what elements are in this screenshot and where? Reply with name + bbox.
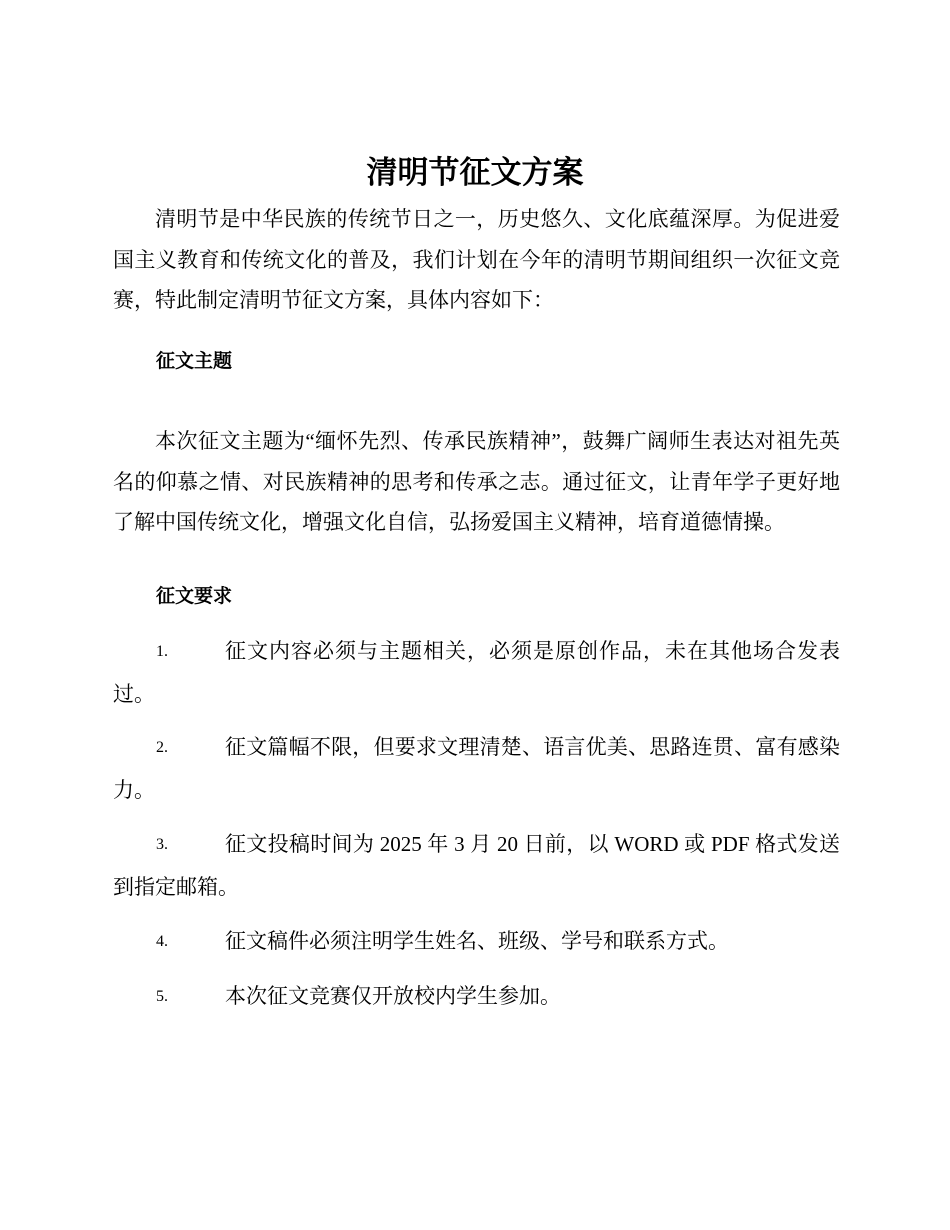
requirement-item bbox=[113, 823, 840, 909]
theme-paragraph: 本次征文主题为“缅怀先烈、传承民族精神”，鼓舞广阔师生表达对祖先英名的仰慕之情、对民族精神的思考和传承之志。通过征文，让青年学子更好地了解中国传统文化，增强文化自信，弘扬爱国主义精神，培育道德情操。 bbox=[113, 429, 840, 534]
document-title: 清明节征文方案 bbox=[366, 155, 584, 191]
section-heading-requirements: 征文要求 bbox=[156, 585, 233, 607]
section-heading-theme: 征文主题 bbox=[156, 350, 233, 372]
requirement-item bbox=[113, 630, 840, 716]
list-number: 4. bbox=[156, 933, 168, 950]
list-item-text: 本次征文竞赛仅开放校内学生参加。 bbox=[225, 984, 561, 1008]
list-item-text: 征文稿件必须注明学生姓名、班级、学号和联系方式。 bbox=[225, 929, 729, 953]
list-item-text: 征文篇幅不限，但要求文理清楚、语言优美、思路连贯、富有感染力。 bbox=[113, 735, 840, 802]
list-number: 1. bbox=[156, 643, 168, 660]
list-number: 2. bbox=[156, 739, 168, 756]
requirement-item bbox=[113, 920, 840, 963]
requirement-item bbox=[113, 975, 840, 1018]
list-item-text: 征文内容必须与主题相关，必须是原创作品，未在其他场合发表过。 bbox=[113, 639, 840, 706]
intro-paragraph: 清明节是中华民族的传统节日之一，历史悠久、文化底蕴深厚。为促进爱国主义教育和传统文化的普及，我们计划在今年的清明节期间组织一次征文竞赛，特此制定清明节征文方案，具体内容如下： bbox=[113, 207, 840, 312]
requirement-item bbox=[113, 726, 840, 812]
list-number: 3. bbox=[156, 836, 168, 853]
list-item-text: 征文投稿时间为 2025 年 3 月 20 日前，以 WORD 或 PDF 格式发送到指定邮箱。 bbox=[113, 832, 840, 899]
list-number: 5. bbox=[156, 988, 168, 1005]
